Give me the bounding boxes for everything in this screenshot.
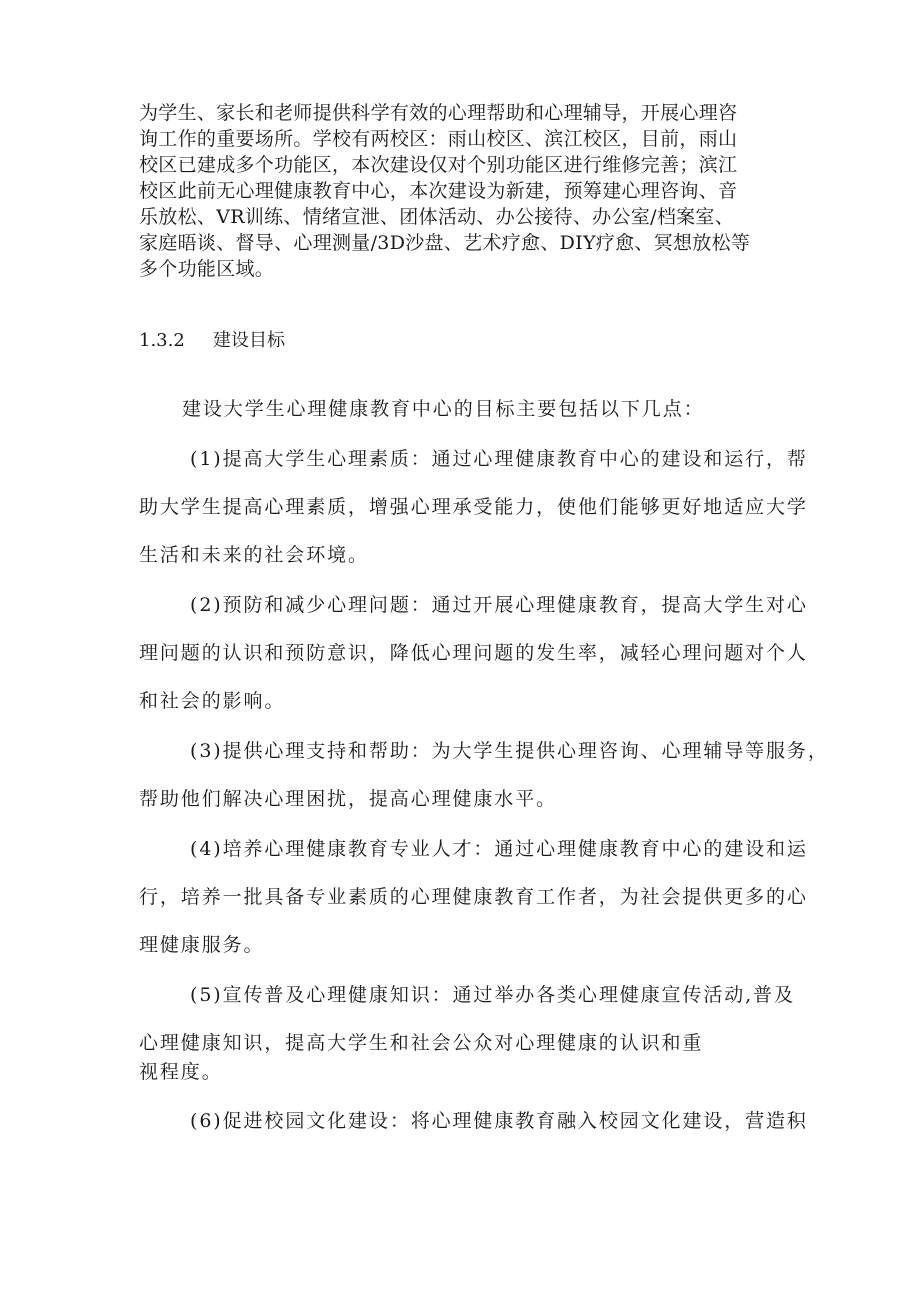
- goal-line: 助大学生提高心理素质，增强心理承受能力，使他们能够更好地适应大学: [139, 496, 808, 518]
- goal-line: 和社会的影响。: [139, 690, 286, 712]
- goal-line: (6)促进校园文化建设：将心理健康教育融入校园文化建设，营造积: [190, 1110, 808, 1132]
- goal-line: 心理健康知识，提高大学生和社会公众对心理健康的认识和重: [139, 1032, 704, 1054]
- lead-sentence: 建设大学生心理健康教育中心的目标主要包括以下几点：: [182, 398, 705, 420]
- goal-line: 生活和未来的社会环境。: [139, 544, 369, 566]
- intro-line: 校区此前无心理健康教育中心，本次建设为新建，预筹建心理咨询、音: [139, 180, 738, 202]
- intro-line: 家庭晤谈、督导、心理测量/3D沙盘、艺术疗愈、DIY疗愈、冥想放松等: [139, 232, 751, 254]
- goal-line: (3)提供心理支持和帮助：为大学生提供心理咨询、心理辅导等服务，: [190, 740, 829, 762]
- goal-line: 视程度。: [139, 1061, 223, 1083]
- goal-line: 理健康服务。: [139, 934, 265, 956]
- goal-line: (4)培养心理健康教育专业人才：通过心理健康教育中心的建设和运: [190, 838, 808, 860]
- intro-line: 校区已建成多个功能区，本次建设仅对个别功能区进行维修完善；滨江: [139, 154, 738, 176]
- goal-line: (5)宣传普及心理健康知识：通过举办各类心理健康宣传活动,普及: [190, 984, 795, 1006]
- goal-line: (2)预防和减少心理问题：通过开展心理健康教育，提高大学生对心: [190, 594, 808, 616]
- goal-line: (1)提高大学生心理素质：通过心理健康教育中心的建设和运行，帮: [190, 448, 808, 470]
- intro-line: 询工作的重要场所。学校有两校区：雨山校区、滨江校区，目前，雨山: [139, 128, 738, 150]
- intro-line: 多个功能区域。: [139, 258, 275, 280]
- section-heading: [139, 328, 285, 354]
- goal-line: 帮助他们解决心理困扰，提高心理健康水平。: [139, 788, 558, 810]
- goal-line: 行，培养一批具备专业素质的心理健康教育工作者，为社会提供更多的心: [139, 886, 808, 908]
- intro-line: 为学生、家长和老师提供科学有效的心理帮助和心理辅导，开展心理咨: [139, 102, 738, 124]
- section-number: 1.3.2: [139, 330, 185, 351]
- section-title: 建设目标: [213, 330, 285, 351]
- goal-line: 理问题的认识和预防意识，降低心理问题的发生率，减轻心理问题对个人: [139, 642, 808, 664]
- intro-line: 乐放松、VR训练、情绪宣泄、团体活动、办公接待、办公室/档案室、: [139, 206, 735, 228]
